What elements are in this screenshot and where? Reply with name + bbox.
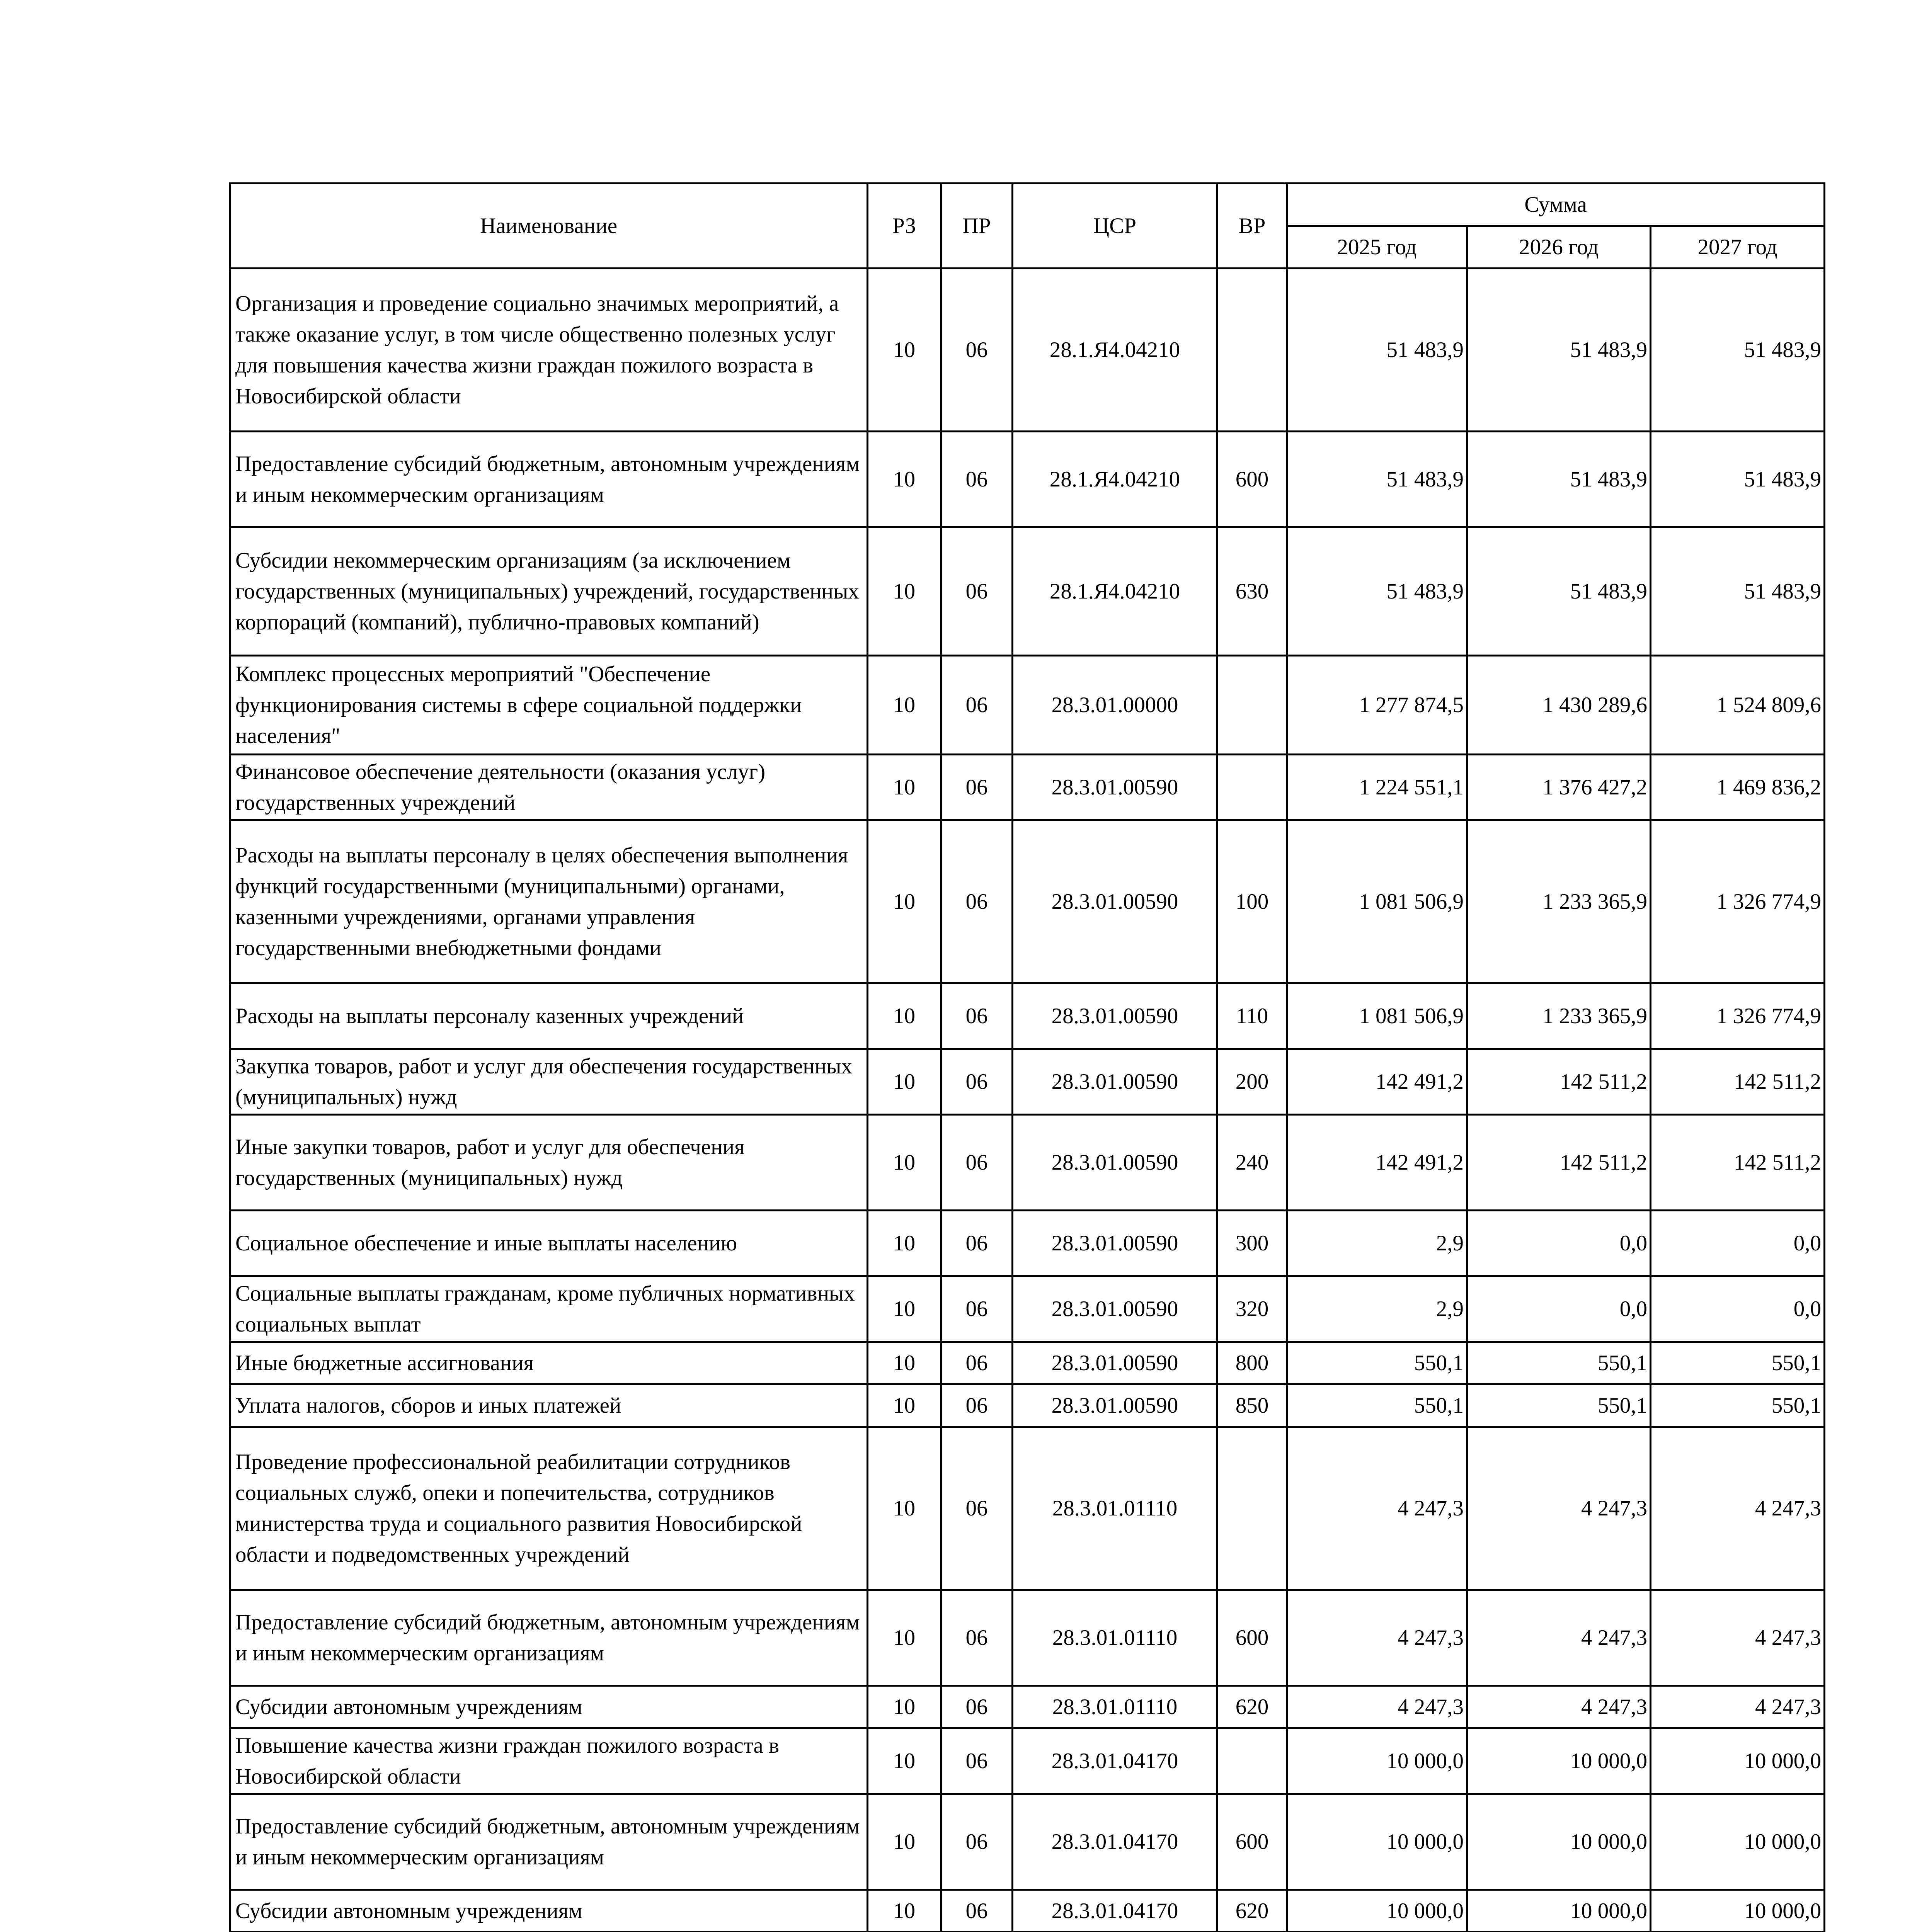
cell-csr: 28.3.01.04170 — [1013, 1728, 1217, 1794]
cell-name: Финансовое обеспечение деятельности (оказания услуг) государственных учреждений — [230, 755, 868, 820]
table-row — [230, 983, 1825, 1049]
header-rz: РЗ — [868, 184, 941, 269]
cell-2026: 550,1 — [1467, 1342, 1651, 1384]
cell-vr — [1217, 269, 1287, 432]
cell-2027: 51 483,9 — [1651, 527, 1825, 656]
cell-2025: 142 491,2 — [1287, 1115, 1467, 1211]
table-row — [230, 1115, 1825, 1211]
cell-rz: 10 — [868, 1427, 941, 1590]
cell-csr: 28.3.01.00590 — [1013, 1276, 1217, 1342]
table-row — [230, 1427, 1825, 1590]
cell-vr: 600 — [1217, 432, 1287, 527]
cell-name: Социальное обеспечение и иные выплаты населению — [230, 1211, 868, 1276]
cell-csr: 28.3.01.00590 — [1013, 983, 1217, 1049]
cell-2027: 0,0 — [1651, 1276, 1825, 1342]
cell-name: Комплекс процессных мероприятий "Обеспечение функционирования системы в сфере социальной поддержки населения" — [230, 656, 868, 755]
cell-2025: 10 000,0 — [1287, 1728, 1467, 1794]
header-sum: Сумма — [1287, 184, 1825, 226]
table-row — [230, 1211, 1825, 1276]
cell-vr — [1217, 1427, 1287, 1590]
cell-2025: 142 491,2 — [1287, 1049, 1467, 1115]
cell-rz: 10 — [868, 527, 941, 656]
cell-name: Повышение качества жизни граждан пожилого возраста в Новосибирской области — [230, 1728, 868, 1794]
cell-vr: 600 — [1217, 1794, 1287, 1890]
table-row — [230, 755, 1825, 820]
table-row — [230, 1590, 1825, 1686]
cell-rz: 10 — [868, 656, 941, 755]
cell-csr: 28.3.01.00590 — [1013, 1049, 1217, 1115]
table-row — [230, 1342, 1825, 1384]
cell-pr: 06 — [941, 820, 1013, 983]
cell-2025: 2,9 — [1287, 1211, 1467, 1276]
cell-2026: 51 483,9 — [1467, 432, 1651, 527]
cell-vr — [1217, 755, 1287, 820]
cell-pr: 06 — [941, 1211, 1013, 1276]
cell-pr: 06 — [941, 269, 1013, 432]
cell-rz: 10 — [868, 1049, 941, 1115]
cell-name: Расходы на выплаты персоналу казенных учреждений — [230, 983, 868, 1049]
table-row — [230, 1049, 1825, 1115]
cell-rz: 10 — [868, 269, 941, 432]
cell-rz: 10 — [868, 1728, 941, 1794]
cell-2027: 4 247,3 — [1651, 1686, 1825, 1728]
header-pr: ПР — [941, 184, 1013, 269]
cell-2025: 10 000,0 — [1287, 1890, 1467, 1932]
cell-csr: 28.3.01.00590 — [1013, 1211, 1217, 1276]
cell-2026: 4 247,3 — [1467, 1590, 1651, 1686]
table-row — [230, 820, 1825, 983]
cell-pr: 06 — [941, 432, 1013, 527]
cell-name: Социальные выплаты гражданам, кроме публичных нормативных социальных выплат — [230, 1276, 868, 1342]
cell-pr: 06 — [941, 1049, 1013, 1115]
cell-2027: 51 483,9 — [1651, 432, 1825, 527]
table-row — [230, 1686, 1825, 1728]
table-row — [230, 269, 1825, 432]
cell-2025: 4 247,3 — [1287, 1686, 1467, 1728]
cell-vr: 630 — [1217, 527, 1287, 656]
cell-2026: 1 233 365,9 — [1467, 820, 1651, 983]
cell-csr: 28.3.01.01110 — [1013, 1590, 1217, 1686]
cell-csr: 28.3.01.01110 — [1013, 1686, 1217, 1728]
cell-vr: 100 — [1217, 820, 1287, 983]
cell-2026: 0,0 — [1467, 1211, 1651, 1276]
cell-2026: 142 511,2 — [1467, 1115, 1651, 1211]
cell-pr: 06 — [941, 1686, 1013, 1728]
cell-2026: 51 483,9 — [1467, 269, 1651, 432]
header-vr: ВР — [1217, 184, 1287, 269]
cell-2025: 1 224 551,1 — [1287, 755, 1467, 820]
cell-pr: 06 — [941, 1427, 1013, 1590]
cell-2027: 10 000,0 — [1651, 1890, 1825, 1932]
cell-pr: 06 — [941, 1276, 1013, 1342]
cell-2027: 0,0 — [1651, 1211, 1825, 1276]
cell-2025: 1 081 506,9 — [1287, 820, 1467, 983]
table-row — [230, 1276, 1825, 1342]
cell-csr: 28.3.01.01110 — [1013, 1427, 1217, 1590]
cell-pr: 06 — [941, 755, 1013, 820]
cell-csr: 28.3.01.00590 — [1013, 755, 1217, 820]
cell-name: Организация и проведение социально значимых мероприятий, а также оказание услуг, в том числе общественно полезных услуг для повышения качества жизни граждан пожилого возраста в Новосибирской области — [230, 269, 868, 432]
cell-csr: 28.3.01.00590 — [1013, 1115, 1217, 1211]
cell-2025: 4 247,3 — [1287, 1590, 1467, 1686]
cell-2027: 1 469 836,2 — [1651, 755, 1825, 820]
table-row — [230, 1794, 1825, 1890]
cell-2026: 1 376 427,2 — [1467, 755, 1651, 820]
cell-2027: 550,1 — [1651, 1384, 1825, 1427]
cell-rz: 10 — [868, 432, 941, 527]
cell-vr: 200 — [1217, 1049, 1287, 1115]
table-row — [230, 1728, 1825, 1794]
cell-csr: 28.1.Я4.04210 — [1013, 527, 1217, 656]
cell-2026: 142 511,2 — [1467, 1049, 1651, 1115]
budget-table — [229, 182, 1825, 1932]
cell-rz: 10 — [868, 755, 941, 820]
cell-rz: 10 — [868, 1115, 941, 1211]
cell-pr: 06 — [941, 1590, 1013, 1686]
cell-vr: 620 — [1217, 1890, 1287, 1932]
table-row — [230, 527, 1825, 656]
cell-csr: 28.1.Я4.04210 — [1013, 269, 1217, 432]
cell-rz: 10 — [868, 1890, 941, 1932]
cell-pr: 06 — [941, 1384, 1013, 1427]
cell-2027: 142 511,2 — [1651, 1115, 1825, 1211]
cell-name: Субсидии некоммерческим организациям (за исключением государственных (муниципальных) учреждений, государственных корпораций (компаний), публично-правовых компаний) — [230, 527, 868, 656]
cell-vr: 320 — [1217, 1276, 1287, 1342]
cell-2025: 10 000,0 — [1287, 1794, 1467, 1890]
table-row — [230, 1890, 1825, 1932]
cell-name: Иные закупки товаров, работ и услуг для обеспечения государственных (муниципальных) нужд — [230, 1115, 868, 1211]
cell-2027: 1 326 774,9 — [1651, 820, 1825, 983]
cell-rz: 10 — [868, 1276, 941, 1342]
cell-2027: 51 483,9 — [1651, 269, 1825, 432]
cell-2027: 1 326 774,9 — [1651, 983, 1825, 1049]
cell-2026: 51 483,9 — [1467, 527, 1651, 656]
cell-2026: 4 247,3 — [1467, 1427, 1651, 1590]
cell-rz: 10 — [868, 820, 941, 983]
cell-pr: 06 — [941, 1794, 1013, 1890]
cell-csr: 28.3.01.00590 — [1013, 1342, 1217, 1384]
header-name: Наименование — [230, 184, 868, 269]
cell-name: Предоставление субсидий бюджетным, автономным учреждениям и иным некоммерческим организациям — [230, 1794, 868, 1890]
table-row — [230, 1384, 1825, 1427]
cell-pr: 06 — [941, 1890, 1013, 1932]
cell-2026: 550,1 — [1467, 1384, 1651, 1427]
cell-2027: 550,1 — [1651, 1342, 1825, 1384]
cell-vr — [1217, 656, 1287, 755]
cell-2025: 550,1 — [1287, 1384, 1467, 1427]
cell-rz: 10 — [868, 1794, 941, 1890]
header-2026: 2026 год — [1467, 226, 1651, 269]
cell-2026: 10 000,0 — [1467, 1794, 1651, 1890]
cell-pr: 06 — [941, 1115, 1013, 1211]
cell-csr: 28.3.01.00000 — [1013, 656, 1217, 755]
cell-2027: 10 000,0 — [1651, 1794, 1825, 1890]
cell-vr: 850 — [1217, 1384, 1287, 1427]
cell-vr — [1217, 1728, 1287, 1794]
cell-2026: 1 233 365,9 — [1467, 983, 1651, 1049]
cell-name: Субсидии автономным учреждениям — [230, 1890, 868, 1932]
header-2027: 2027 год — [1651, 226, 1825, 269]
cell-name: Предоставление субсидий бюджетным, автономным учреждениям и иным некоммерческим организациям — [230, 1590, 868, 1686]
cell-vr: 620 — [1217, 1686, 1287, 1728]
cell-rz: 10 — [868, 1342, 941, 1384]
header-2025: 2025 год — [1287, 226, 1467, 269]
cell-name: Предоставление субсидий бюджетным, автономным учреждениям и иным некоммерческим организациям — [230, 432, 868, 527]
cell-2027: 4 247,3 — [1651, 1590, 1825, 1686]
cell-vr: 240 — [1217, 1115, 1287, 1211]
table-row — [230, 432, 1825, 527]
header-csr: ЦСР — [1013, 184, 1217, 269]
cell-name: Иные бюджетные ассигнования — [230, 1342, 868, 1384]
cell-name: Закупка товаров, работ и услуг для обеспечения государственных (муниципальных) нужд — [230, 1049, 868, 1115]
cell-2025: 51 483,9 — [1287, 269, 1467, 432]
cell-2027: 10 000,0 — [1651, 1728, 1825, 1794]
cell-name: Проведение профессиональной реабилитации сотрудников социальных служб, опеки и попечительства, сотрудников министерства труда и социального развития Новосибирской области и подведомственных учреждений — [230, 1427, 868, 1590]
cell-2026: 1 430 289,6 — [1467, 656, 1651, 755]
cell-vr: 600 — [1217, 1590, 1287, 1686]
cell-2027: 1 524 809,6 — [1651, 656, 1825, 755]
cell-name: Расходы на выплаты персоналу в целях обеспечения выполнения функций государственными (муниципальными) органами, казенными учреждениями, органами управления государственными внебюджетными фондами — [230, 820, 868, 983]
cell-name: Уплата налогов, сборов и иных платежей — [230, 1384, 868, 1427]
cell-2026: 0,0 — [1467, 1276, 1651, 1342]
cell-2026: 10 000,0 — [1467, 1728, 1651, 1794]
cell-vr: 110 — [1217, 983, 1287, 1049]
cell-csr: 28.3.01.00590 — [1013, 820, 1217, 983]
cell-pr: 06 — [941, 656, 1013, 755]
cell-2027: 142 511,2 — [1651, 1049, 1825, 1115]
cell-pr: 06 — [941, 1342, 1013, 1384]
cell-rz: 10 — [868, 1384, 941, 1427]
cell-rz: 10 — [868, 1686, 941, 1728]
cell-2026: 4 247,3 — [1467, 1686, 1651, 1728]
cell-rz: 10 — [868, 983, 941, 1049]
cell-2025: 51 483,9 — [1287, 432, 1467, 527]
cell-pr: 06 — [941, 983, 1013, 1049]
cell-2026: 10 000,0 — [1467, 1890, 1651, 1932]
cell-pr: 06 — [941, 1728, 1013, 1794]
cell-csr: 28.1.Я4.04210 — [1013, 432, 1217, 527]
cell-2027: 4 247,3 — [1651, 1427, 1825, 1590]
cell-2025: 2,9 — [1287, 1276, 1467, 1342]
cell-2025: 51 483,9 — [1287, 527, 1467, 656]
cell-csr: 28.3.01.00590 — [1013, 1384, 1217, 1427]
cell-rz: 10 — [868, 1211, 941, 1276]
table-row — [230, 656, 1825, 755]
cell-vr: 800 — [1217, 1342, 1287, 1384]
cell-2025: 1 081 506,9 — [1287, 983, 1467, 1049]
cell-pr: 06 — [941, 527, 1013, 656]
cell-name: Субсидии автономным учреждениям — [230, 1686, 868, 1728]
cell-2025: 550,1 — [1287, 1342, 1467, 1384]
cell-vr: 300 — [1217, 1211, 1287, 1276]
cell-2025: 4 247,3 — [1287, 1427, 1467, 1590]
cell-rz: 10 — [868, 1590, 941, 1686]
cell-csr: 28.3.01.04170 — [1013, 1794, 1217, 1890]
cell-2025: 1 277 874,5 — [1287, 656, 1467, 755]
cell-csr: 28.3.01.04170 — [1013, 1890, 1217, 1932]
